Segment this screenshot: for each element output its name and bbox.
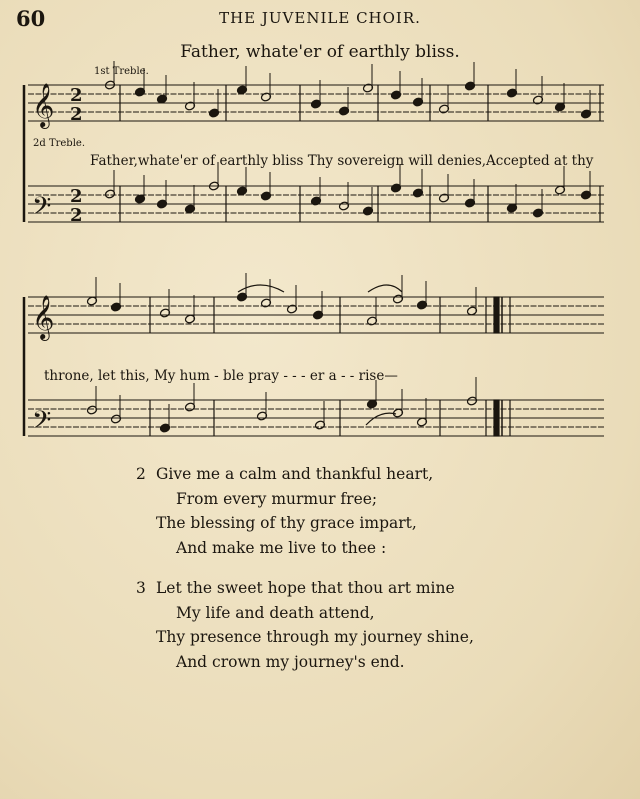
page-number: 60: [16, 6, 46, 31]
verse-number: 2: [136, 465, 146, 483]
time-signature: 2: [70, 186, 83, 207]
part-label-lower: 2d Treble.: [33, 138, 86, 149]
treble-clef-icon: 𝄞: [32, 295, 55, 339]
running-head: THE JUVENILE CHOIR.: [219, 9, 421, 27]
verse-line: From every murmur free;: [176, 489, 378, 508]
time-signature: 2: [70, 205, 83, 226]
treble-clef-icon: 𝄞: [32, 83, 55, 127]
verse-number: 3: [136, 579, 146, 597]
verse-line: And make me live to thee :: [176, 538, 387, 557]
verse-3: [136, 576, 474, 674]
time-signature: 2: [70, 85, 83, 106]
bass-clef-icon: 𝄢: [32, 406, 52, 441]
verse-line: Thy presence through my journey shine,: [156, 628, 474, 646]
lyrics-line-1: Father,whate'er of earthly bliss Thy sovereign will denies,Accepted at thy: [90, 153, 594, 169]
slur: [238, 285, 284, 292]
final-bar: [494, 297, 499, 333]
verse-line: Let the sweet hope that thou art mine: [156, 579, 455, 597]
slur: [366, 413, 396, 425]
bass-clef-icon: 𝄢: [32, 192, 52, 227]
part-label-upper: 1st Treble.: [94, 66, 149, 77]
verse-line: And crown my journey's end.: [176, 652, 405, 671]
slur: [368, 285, 402, 292]
verse-line: Give me a calm and thankful heart,: [156, 465, 434, 483]
verse-2: [136, 462, 474, 560]
verse-line: The blessing of thy grace impart,: [156, 514, 417, 532]
hymn-title: Father, whate'er of earthly bliss.: [180, 42, 460, 62]
verse-line: My life and death attend,: [176, 603, 375, 622]
lyrics-line-2: throne, let this, My hum - ble pray - - - er a - - rise—: [44, 368, 398, 384]
verses: [136, 462, 474, 690]
final-bar: [494, 400, 499, 436]
time-signature: 2: [70, 104, 83, 125]
